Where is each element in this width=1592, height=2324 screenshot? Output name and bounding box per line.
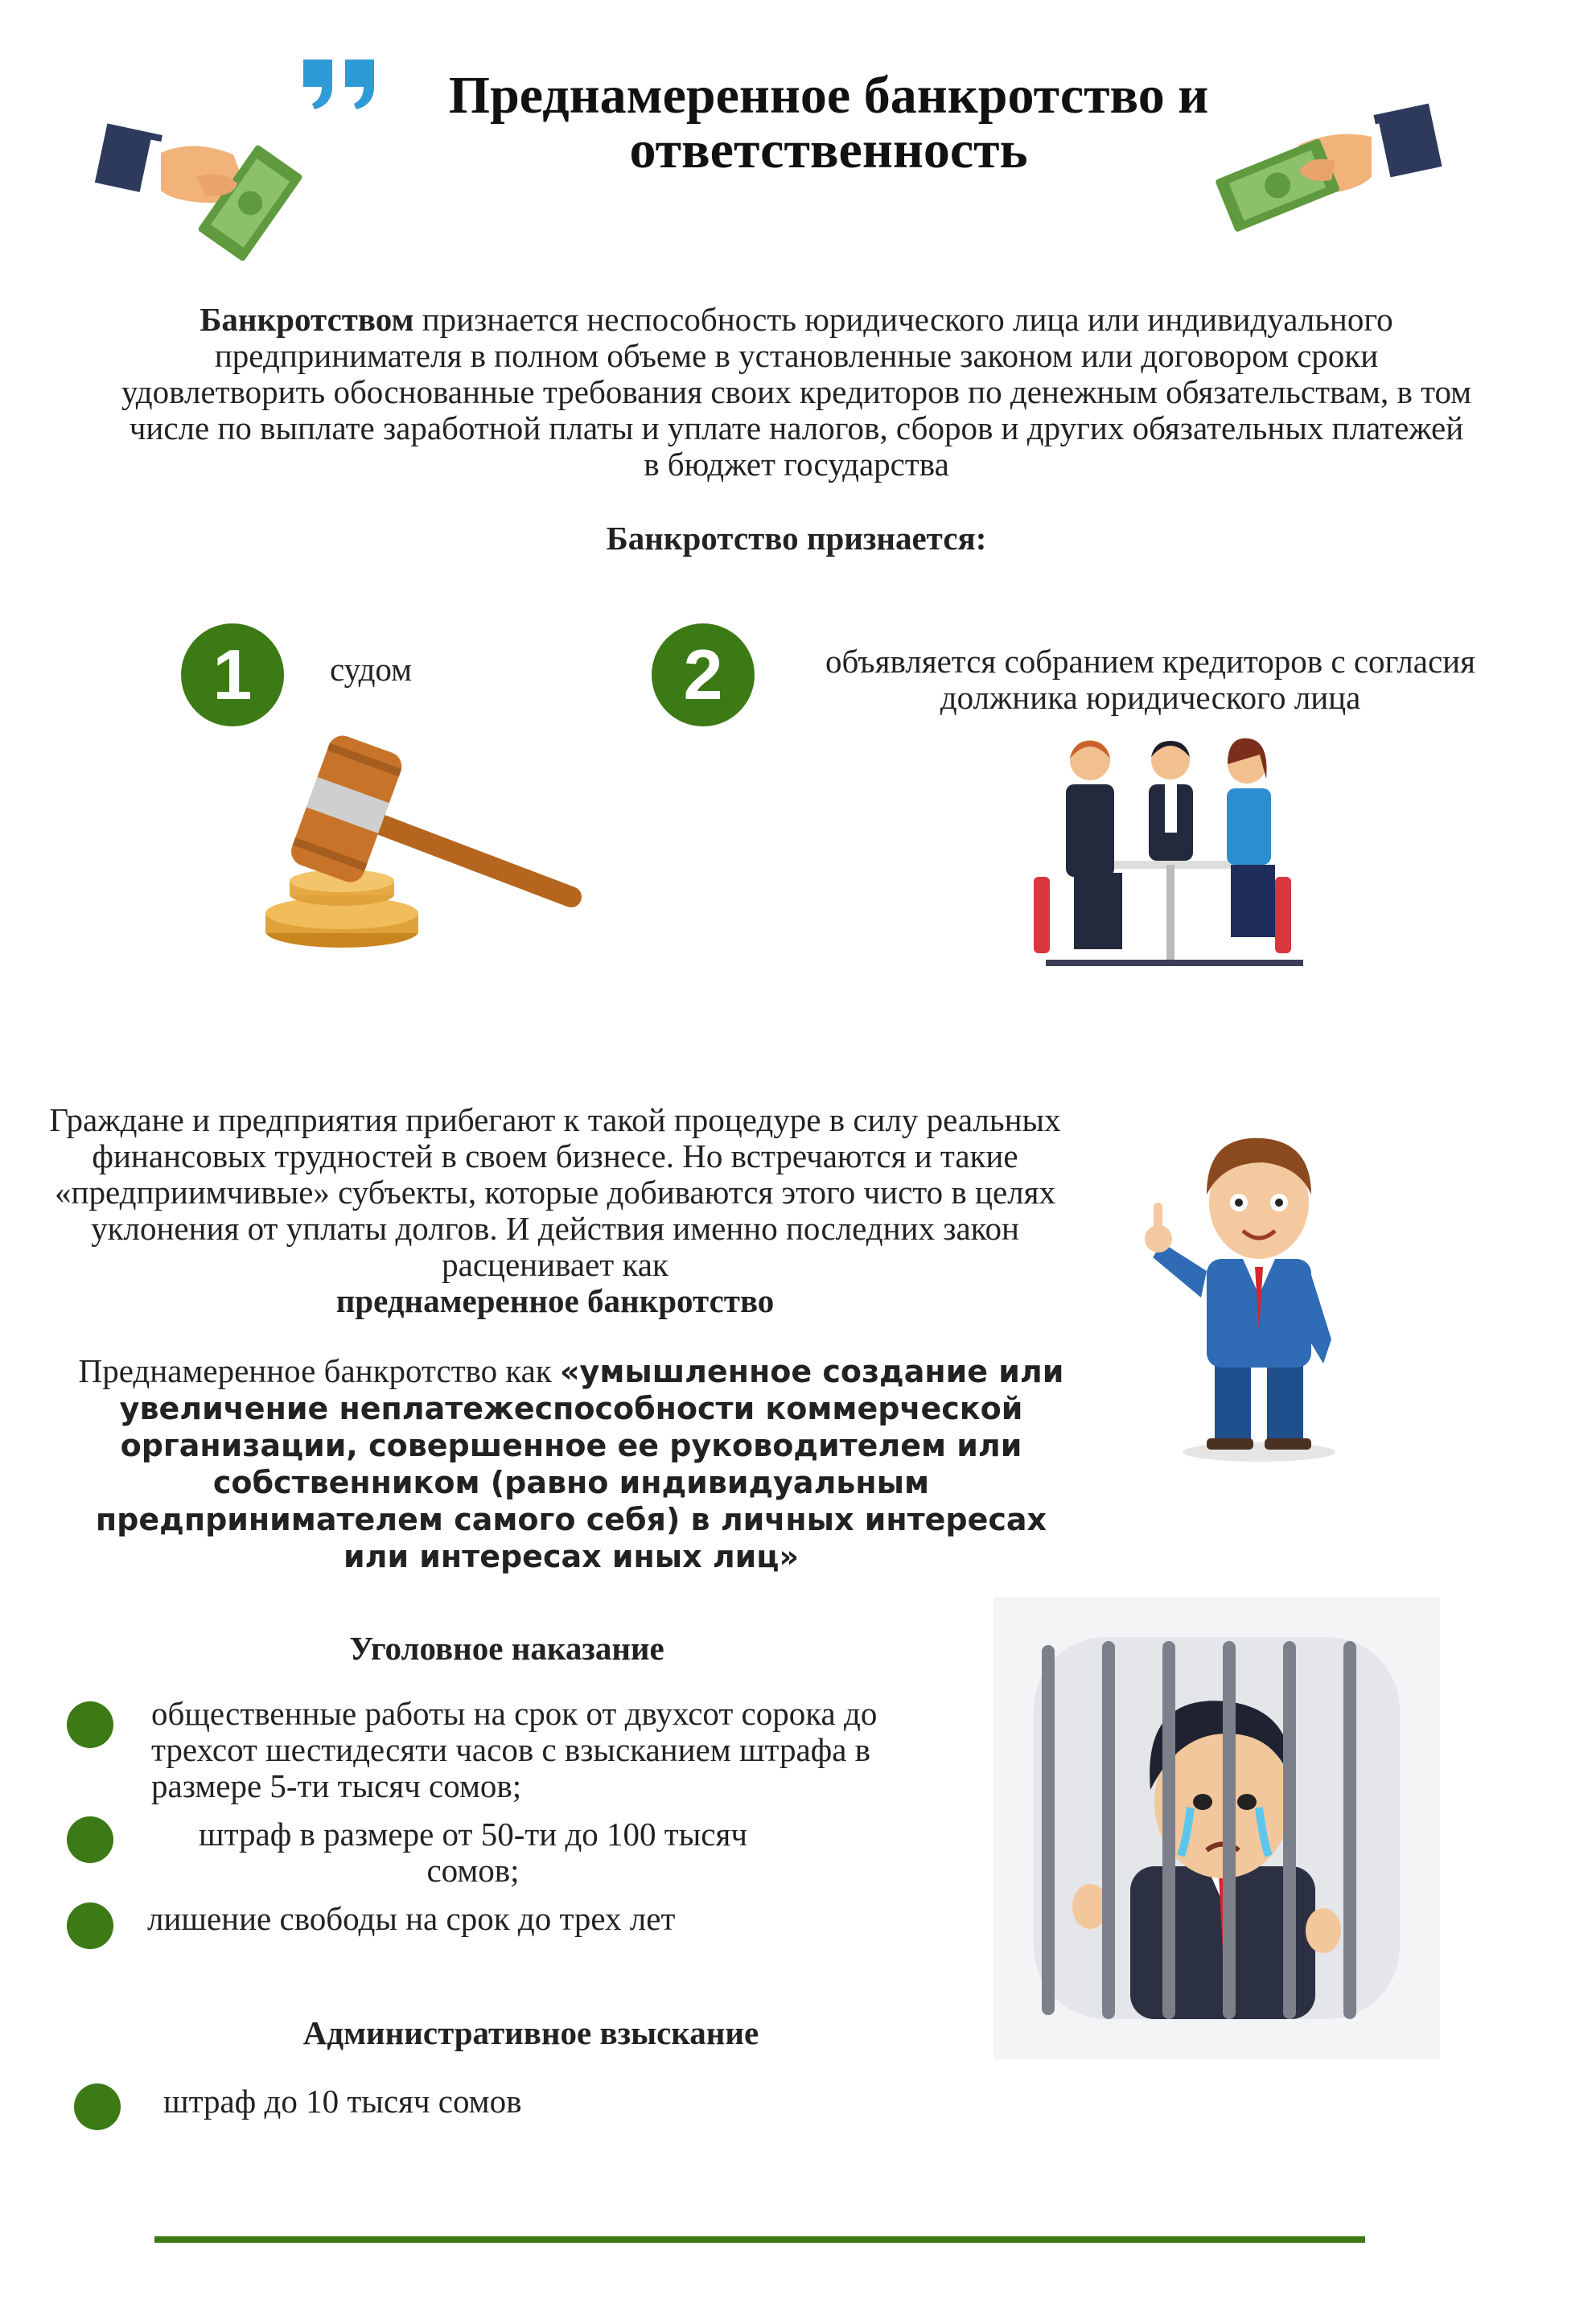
criminal-heading: Уголовное наказание [349, 1630, 664, 1667]
administrative-heading: Административное взыскание [302, 2014, 759, 2051]
intro-definition: признается неспособность юридического лица или индивидуального предпринимателя в полном объеме в установленные законом или договором сроки удовлетворить обоснованные требования своих кредиторов по денежным обязательствам, в том числе по выплате заработной платы и уплате налогов, сборов и других обязательных платежей в бюджет государства [121, 301, 1472, 483]
title-line-2: ответственность [629, 120, 1028, 179]
bullet-dot [67, 1902, 113, 1949]
intro-term: Банкротством [200, 301, 414, 338]
businessman-illustration [1126, 1118, 1392, 1464]
explanation-paragraph [48, 1102, 1062, 1319]
meeting-illustration [998, 736, 1343, 1002]
bullet-dot [67, 1701, 113, 1748]
hand-money-right [1207, 101, 1456, 253]
explanation-emphasis: преднамеренное банкротство [335, 1282, 775, 1319]
recognized-heading: Банкротство признается: [606, 520, 987, 557]
title-line-1: Преднамеренное банкротство и [448, 66, 1209, 125]
number-badge-1: 1 [181, 623, 284, 726]
bottom-divider [154, 2236, 1365, 2243]
prisoner-illustration [993, 1597, 1440, 2059]
hand-money-left [76, 113, 318, 265]
definition-paragraph [64, 1353, 1078, 1575]
definition-lead: Преднамеренное банкротство как [78, 1352, 552, 1389]
option-1-text: судом [330, 651, 413, 688]
criminal-item-3: лишение свободы на срок до трех лет [147, 1900, 676, 1937]
definition-quote: «умышленное создание или увеличение неплатежеспособности коммерческой организации, совершенное ее руководителем или собственником (равно индивидуальным предпринимателем самого себя) в личных интересах или интересах иных лиц» [95, 1354, 1064, 1574]
criminal-item-1: общественные работы на срок от двухсот сорока до трехсот шестидесяти часов с взысканием штрафа в размере 5-ти тысяч сомов; [151, 1695, 878, 1804]
page-title [346, 68, 1311, 178]
explanation-text: Граждане и предприятия прибегают к такой процедуре в силу реальных финансовых трудностей в своем бизнесе. Но встречаются и такие «предприимчивые» субъекты, которые добиваются этого чисто в целях уклонения от уплаты долгов. И действия именно последних закон расценивает как [49, 1101, 1061, 1283]
administrative-item-1: штраф до 10 тысяч сомов [163, 2083, 522, 2120]
bullet-dot [67, 1816, 113, 1863]
gavel-illustration [241, 724, 599, 1030]
number-badge-2: 2 [652, 623, 755, 726]
option-2-text: объявляется собранием кредиторов с согласия должника юридического лица [825, 643, 1475, 716]
intro-paragraph [121, 302, 1472, 483]
criminal-item-2: штраф в размере от 50-ти до 100 тысяч сомов; [199, 1816, 747, 1889]
bullet-dot [74, 2083, 121, 2130]
